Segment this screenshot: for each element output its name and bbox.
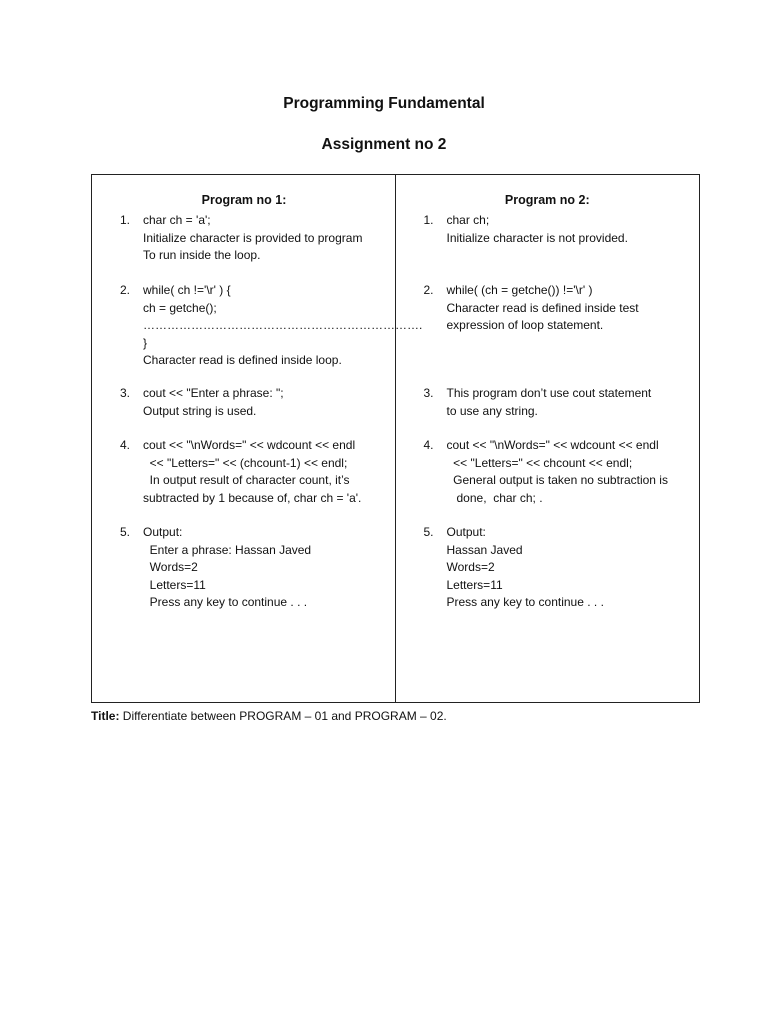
item-number: 1. (423, 213, 434, 227)
item-line: Letters=11 (446, 577, 503, 592)
program-1-column (92, 175, 423, 702)
item-line: ……………………………………………………………. (143, 318, 423, 332)
item-line: Hassan Javed (446, 542, 523, 557)
program-2-heading: Program no 2: (504, 193, 590, 207)
item-number: 4. (120, 438, 131, 452)
comparison-table (91, 174, 700, 703)
item-line: cout << "Enter a phrase: "; (143, 386, 284, 400)
program-2-item-2 (424, 282, 690, 335)
program-1-item-4 (120, 437, 385, 507)
table-caption (91, 708, 447, 725)
item-line: while( ch !='\r' ) { (143, 283, 231, 297)
program-1-item-5 (120, 524, 385, 612)
item-line: This program don’t use cout statement (446, 386, 652, 400)
item-line: Character read is defined inside test (446, 300, 639, 315)
item-line: Output: (446, 525, 486, 539)
item-line: cout << "\nWords=" << wdcount << endl (143, 438, 356, 452)
program-2-item-4 (424, 437, 690, 507)
item-number: 3. (423, 386, 434, 400)
item-line: subtracted by 1 because of, char ch = 'a'. (143, 490, 362, 505)
item-number: 3. (120, 386, 131, 400)
caption-label: Title: (91, 709, 120, 723)
program-1-item-2 (120, 282, 423, 370)
program-2-item-5 (424, 524, 690, 612)
item-line: Press any key to continue . . . (446, 595, 604, 609)
item-line: cout << "\nWords=" << wdcount << endl (446, 438, 659, 452)
program-2-item-1 (424, 212, 690, 247)
item-number: 2. (120, 283, 131, 297)
item-line: Initialize character is not provided. (446, 230, 628, 245)
item-line: Words=2 (143, 560, 198, 574)
item-line: while( (ch = getche()) !='\r' ) (446, 283, 593, 297)
program-1-item-1 (120, 212, 385, 265)
item-line: Initialize character is provided to program (143, 230, 363, 245)
item-number: 5. (120, 525, 131, 539)
item-line: Letters=11 (143, 577, 206, 592)
item-line: to use any string. (446, 403, 538, 418)
item-number: 1. (120, 213, 131, 227)
item-line: char ch = 'a'; (143, 213, 211, 227)
program-1-heading: Program no 1: (201, 193, 287, 207)
item-line: Character read is defined inside loop. (143, 353, 342, 367)
item-line: In output result of character count, it’s (143, 473, 350, 487)
item-number: 2. (423, 283, 434, 297)
item-line: expression of loop statement. (446, 318, 604, 332)
item-line: << "Letters=" << (chcount-1) << endl; (143, 455, 348, 470)
program-2-column (396, 175, 700, 702)
document-title: Programming Fundamental (283, 95, 485, 112)
item-line: ch = getche(); (143, 300, 217, 315)
item-line: done, char ch; . (446, 490, 543, 505)
item-number: 5. (423, 525, 434, 539)
program-1-item-3 (120, 385, 385, 420)
item-line: General output is taken no subtraction is (446, 473, 668, 487)
item-line: Enter a phrase: Hassan Javed (143, 542, 312, 557)
caption-text: Differentiate between PROGRAM – 01 and PROGRAM – 02. (119, 709, 447, 723)
item-line: } (143, 335, 148, 350)
item-line: Words=2 (446, 560, 495, 574)
item-line: To run inside the loop. (143, 248, 261, 262)
item-line: Output string is used. (143, 403, 257, 418)
program-2-item-3 (424, 385, 690, 420)
item-line: << "Letters=" << chcount << endl; (446, 455, 633, 470)
item-line: Press any key to continue . . . (143, 595, 308, 609)
assignment-subtitle: Assignment no 2 (321, 136, 447, 153)
item-line: Output: (143, 525, 183, 539)
item-number: 4. (423, 438, 434, 452)
item-line: char ch; (446, 213, 490, 227)
